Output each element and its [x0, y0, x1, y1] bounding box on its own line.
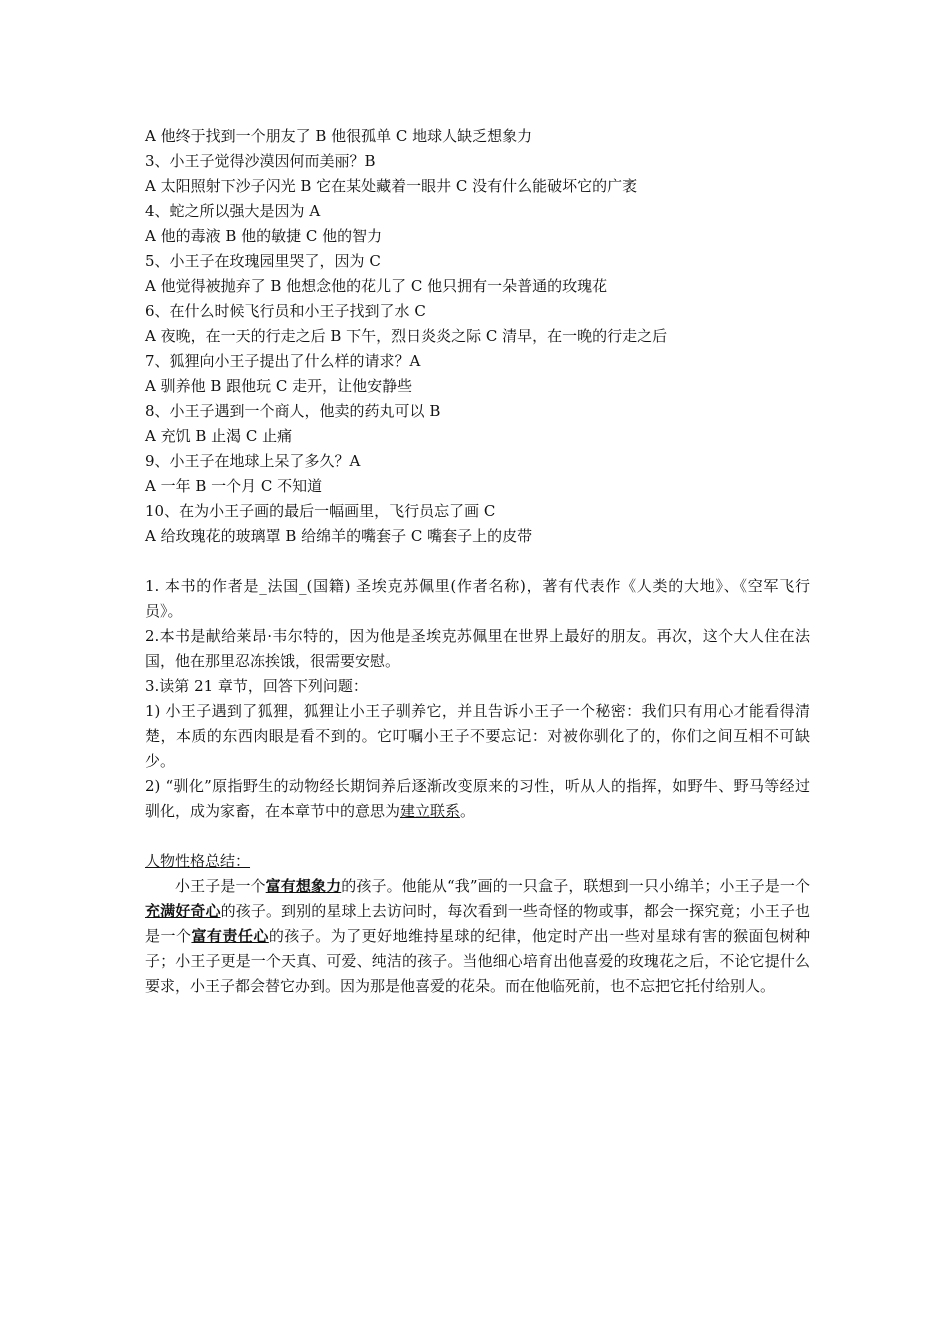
trait-curiosity: 充满好奇心 [145, 902, 221, 920]
character-summary-section [145, 849, 810, 999]
quiz-line: 8、小王子遇到一个商人，他卖的药丸可以 B [145, 402, 441, 420]
author-paragraph: 1. 本书的作者是_法国_(国籍) 圣埃克苏佩里(作者名称)，著有代表作《人类的大地》、《空军飞行员》。 [145, 577, 810, 620]
quiz-line: A 一年 B 一个月 C 不知道 [145, 477, 323, 495]
answer-1-paragraph: 1) 小王子遇到了狐狸，狐狸让小王子驯养它，并且告诉小王子一个秘密：我们只有用心才能看得清楚，本质的东西肉眼是看不到的。它叮嘱小王子不要忘记：对被你驯化了的，你们之间互相不可缺少。 [145, 702, 810, 770]
trait-responsibility: 富有责任心 [191, 927, 269, 945]
answer-2-paragraph [145, 774, 810, 824]
document-page [145, 124, 810, 999]
quiz-line: A 驯养他 B 跟他玩 C 走开，让他安静些 [145, 377, 413, 395]
quiz-line: 3、小王子觉得沙漠因何而美丽？B [145, 152, 376, 170]
answer-2-text: 2) “驯化”原指野生的动物经长期饲养后逐渐改变原来的习性，听从人的指挥，如野牛、野马等经过驯化，成为家畜，在本章节中的意思为 [145, 777, 810, 820]
quiz-line: A 他觉得被抛弃了 B 他想念他的花儿了 C 他只拥有一朵普通的玫瑰花 [145, 277, 608, 295]
summary-segment: 的孩子。他能从“我”画的一只盒子，联想到一只小绵羊；小王子是一个 [341, 877, 810, 895]
quiz-line: 6、在什么时候飞行员和小王子找到了水 C [145, 302, 426, 320]
quiz-line: A 给玫瑰花的玻璃罩 B 给绵羊的嘴套子 C 嘴套子上的皮带 [145, 527, 533, 545]
dedication-paragraph: 2.本书是献给莱昂·韦尔特的，因为他是圣埃克苏佩里在世界上最好的朋友。再次，这个大人住在法国，他在那里忍冻挨饿，很需要安慰。 [145, 627, 810, 670]
quiz-line: A 太阳照射下沙子闪光 B 它在某处藏着一眼井 C 没有什么能破坏它的广袤 [145, 177, 638, 195]
quiz-line: 9、小王子在地球上呆了多久？A [145, 452, 361, 470]
quiz-line: 7、狐狸向小王子提出了什么样的请求？A [145, 352, 421, 370]
spacer [145, 824, 810, 849]
quiz-line: A 夜晚，在一天的行走之后 B 下午，烈日炎炎之际 C 清早，在一晚的行走之后 [145, 327, 668, 345]
summary-heading [145, 849, 810, 874]
summary-segment: 小王子是一个 [175, 877, 266, 895]
book-questions-section [145, 574, 810, 824]
quiz-line: A 他终于找到一个朋友了 B 他很孤单 C 地球人缺乏想象力 [145, 127, 533, 145]
summary-segment: 的孩子。到别的星球上去访问时，每次看到一些奇怪的物或事，都会一探究竟；小王子也是一个 [145, 902, 810, 945]
answer-2-underlined: 建立联系 [400, 802, 461, 820]
summary-segment: 的孩子。为了更好地维持星球的纪律，他定时产出一些对星球有害的猴面包树种子；小王子更是一个天真、可爱、纯洁的孩子。当他细心培育出他喜爱的玫瑰花之后，不论它提什么要求，小王子都会替它办到。因为那是他喜爱的花朵。而在他临死前，也不忘把它托付给别人。 [145, 927, 810, 995]
quiz-line: 4、蛇之所以强大是因为 A [145, 202, 321, 220]
chapter-question-heading: 3.读第 21 章节，回答下列问题： [145, 677, 368, 695]
summary-heading-text: 人物性格总结： [145, 852, 251, 870]
answer-2-end: 。 [460, 802, 476, 820]
quiz-line: 5、小王子在玫瑰园里哭了，因为 C [145, 252, 381, 270]
spacer [145, 549, 810, 574]
summary-paragraph [145, 874, 810, 999]
quiz-line: 10、在为小王子画的最后一幅画里，飞行员忘了画 C [145, 502, 496, 520]
quiz-line: A 他的毒液 B 他的敏捷 C 他的智力 [145, 227, 383, 245]
quiz-section [145, 124, 810, 549]
trait-imagination: 富有想象力 [265, 877, 342, 895]
quiz-line: A 充饥 B 止渴 C 止痛 [145, 427, 293, 445]
